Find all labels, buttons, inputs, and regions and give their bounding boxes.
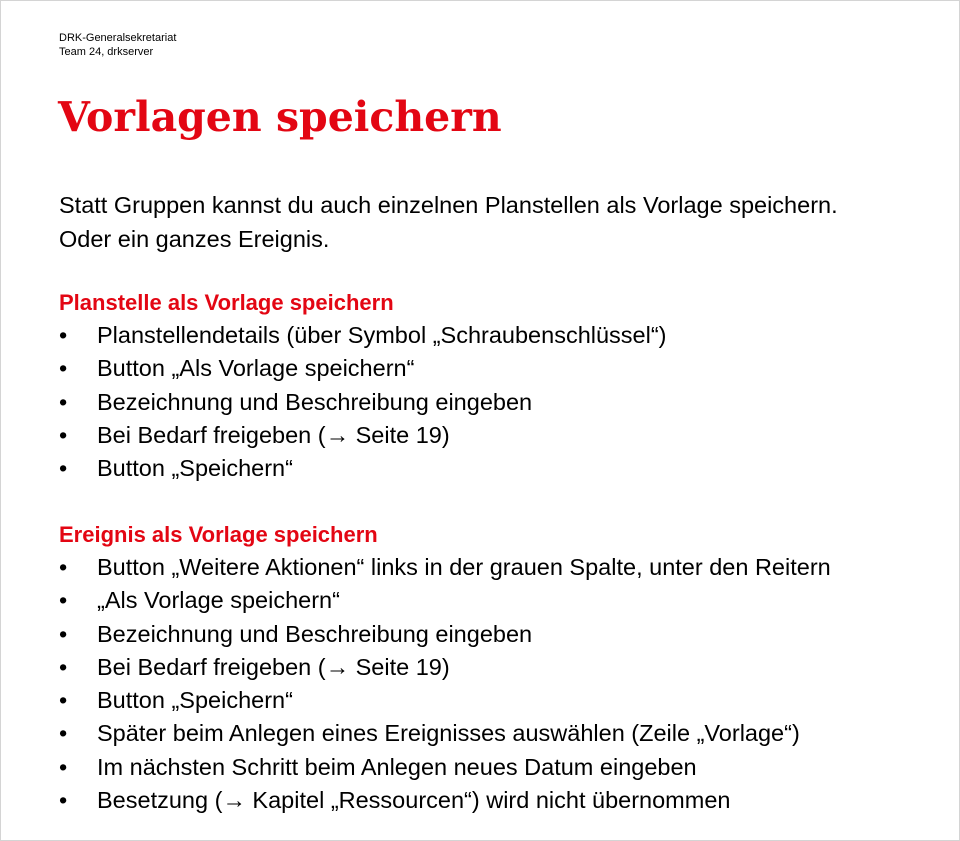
bullet-icon: • (59, 787, 68, 814)
list-item-text: Bezeichnung und Beschreibung eingeben (97, 620, 533, 647)
section-heading-planstelle: Planstelle als Vorlage speichern (59, 290, 394, 315)
list-item (59, 452, 954, 485)
section-heading-ereignis: Ereignis als Vorlage speichern (59, 522, 378, 547)
list-item-text: Besetzung (→ Kapitel „Ressourcen“) wird nicht übernommen (97, 787, 731, 814)
list-item-text: Button „Weitere Aktionen“ links in der grauen Spalte, unter den Reitern (97, 554, 831, 580)
bullet-icon: • (59, 421, 68, 448)
list-item-text: Bei Bedarf freigeben (→ Seite 19) (97, 653, 450, 680)
list-item (59, 717, 954, 750)
list-item (59, 651, 954, 684)
list-item (59, 551, 954, 584)
list-item (59, 419, 954, 452)
intro-line-2: Oder ein ganzes Ereignis. (59, 226, 330, 252)
bullet-icon: • (59, 388, 68, 415)
list-item (59, 319, 954, 352)
list-item-text: Button „Speichern“ (97, 687, 293, 714)
bullet-list-ereignis (59, 551, 954, 817)
bullet-icon: • (59, 322, 68, 348)
bullet-icon: • (59, 720, 68, 747)
org-name: DRK-Generalsekretariat (59, 32, 177, 44)
section-planstelle (59, 287, 954, 485)
bullet-icon: • (59, 753, 68, 780)
list-item (59, 618, 954, 651)
intro-line-1: Statt Gruppen kannst du auch einzelnen Planstellen als Vorlage speichern. (59, 192, 838, 218)
list-item-text: „Als Vorlage speichern“ (97, 587, 340, 614)
bullet-icon: • (59, 620, 68, 647)
bullet-icon: • (59, 653, 68, 680)
bullet-icon: • (59, 587, 68, 614)
list-item (59, 386, 954, 419)
list-item-text: Bei Bedarf freigeben (→ Seite 19) (97, 421, 450, 448)
bullet-icon: • (59, 455, 68, 482)
list-item-text: Button „Als Vorlage speichern“ (97, 355, 415, 382)
list-item-text: Bezeichnung und Beschreibung eingeben (97, 388, 533, 415)
list-item-text: Später beim Anlegen eines Ereignisses auswählen (Zeile „Vorlage“) (97, 720, 800, 747)
list-item (59, 352, 954, 385)
header-meta (59, 31, 176, 59)
list-item-text: Im nächsten Schritt beim Anlegen neues Datum eingeben (97, 753, 697, 780)
list-item (59, 684, 954, 717)
section-ereignis (59, 519, 954, 817)
bullet-list-planstelle (59, 319, 954, 485)
bullet-icon: • (59, 687, 68, 714)
list-item-text: Button „Speichern“ (97, 455, 293, 482)
list-item (59, 784, 954, 817)
page-title: Vorlagen speichern (58, 93, 502, 141)
list-item (59, 584, 954, 617)
bullet-icon: • (59, 554, 68, 580)
list-item-text: Planstellendetails (über Symbol „Schraubenschlüssel“) (97, 322, 667, 348)
bullet-icon: • (59, 355, 68, 382)
list-item (59, 751, 954, 784)
team-name: Team 24, drkserver (59, 46, 154, 58)
intro-text (59, 188, 954, 256)
